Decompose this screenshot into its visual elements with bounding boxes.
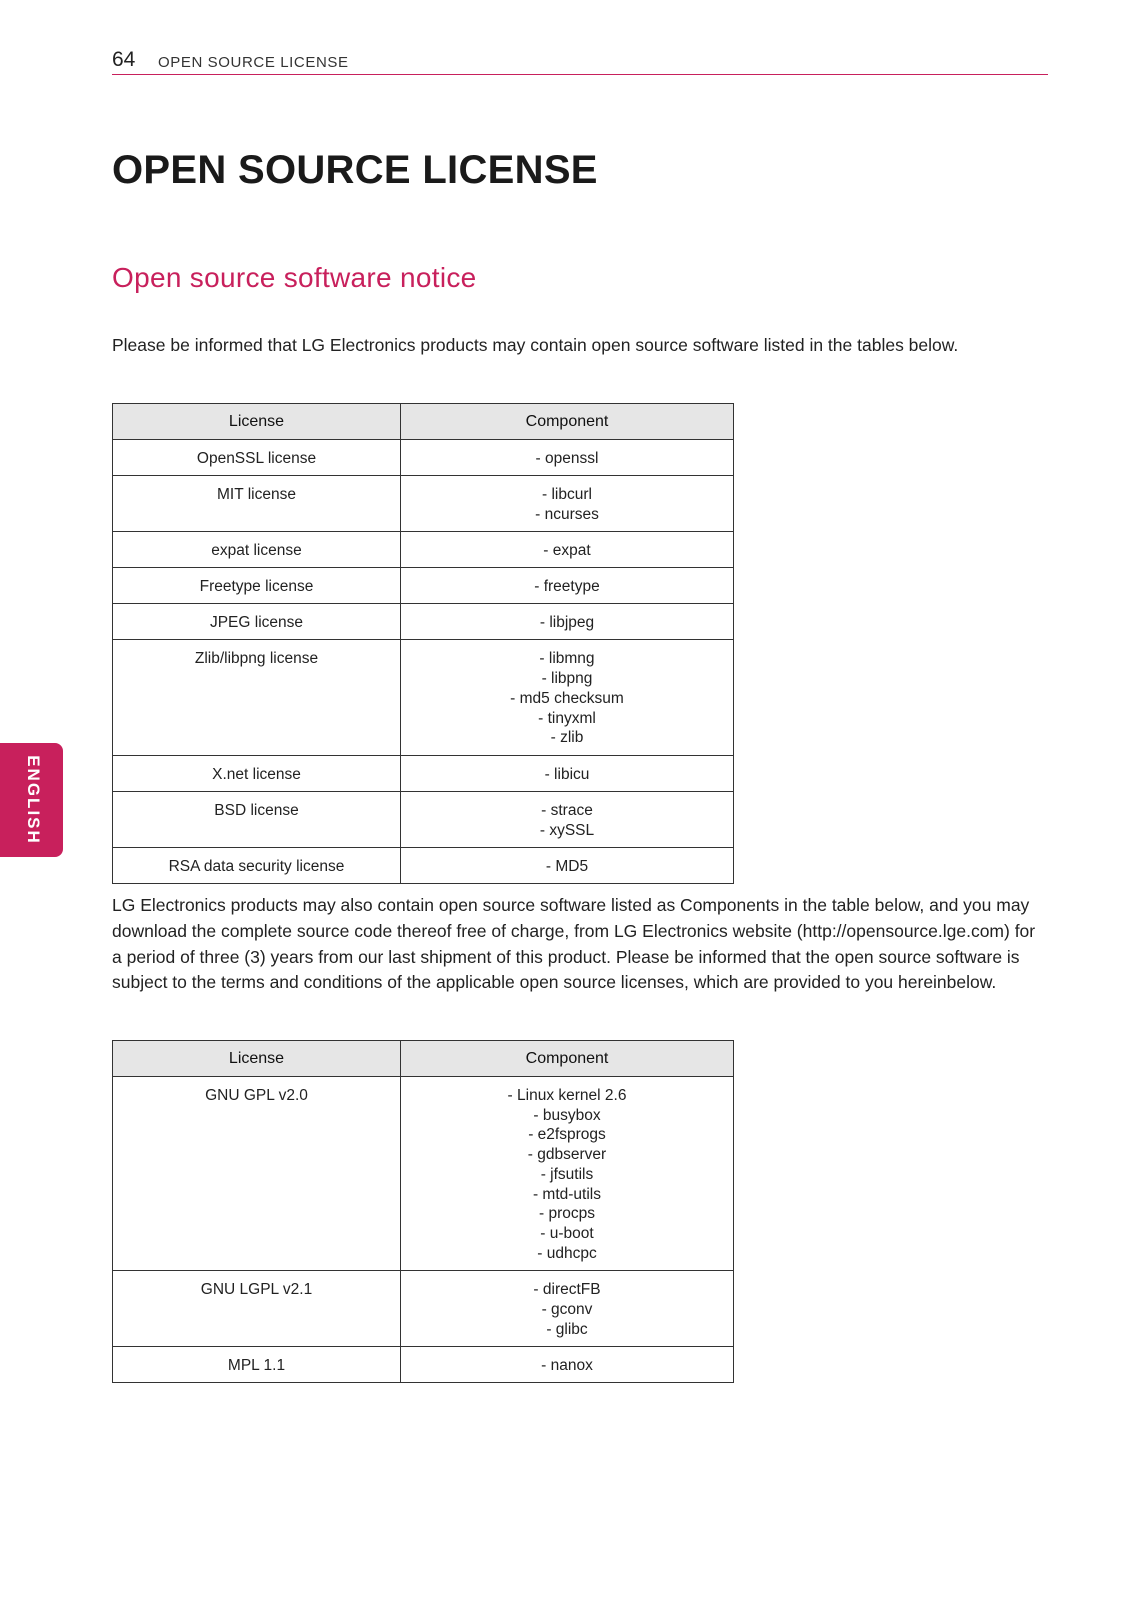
component-item: - gconv bbox=[541, 1301, 593, 1318]
license-cell: JPEG license bbox=[113, 604, 401, 640]
component-item: - glibc bbox=[546, 1320, 588, 1338]
language-tab bbox=[0, 743, 63, 857]
table-header-row bbox=[113, 404, 734, 440]
license-cell: GNU GPL v2.0 bbox=[113, 1077, 401, 1271]
component-cell bbox=[401, 1347, 734, 1383]
component-item: - nanox bbox=[541, 1357, 593, 1375]
component-item: - Linux kernel 2.6 bbox=[507, 1087, 627, 1104]
license-cell: expat license bbox=[113, 532, 401, 568]
component-item: - libmng bbox=[539, 650, 595, 668]
page-title: OPEN SOURCE LICENSE bbox=[112, 148, 598, 192]
component-cell bbox=[401, 476, 734, 532]
component-item: - md5 checksum bbox=[510, 689, 624, 707]
component-item: - busybox bbox=[533, 1106, 601, 1124]
component-cell bbox=[401, 532, 734, 568]
component-item: - freetype bbox=[534, 578, 600, 596]
section-title: Open source software notice bbox=[112, 262, 477, 293]
component-item: - jfsutils bbox=[540, 1165, 594, 1183]
license-cell: BSD license bbox=[113, 791, 401, 847]
table-row bbox=[113, 476, 734, 532]
component-item: - strace bbox=[541, 801, 593, 819]
component-item: - ncurses bbox=[535, 505, 599, 523]
component-item: - gdbserver bbox=[527, 1146, 607, 1164]
component-item: - expat bbox=[543, 542, 591, 560]
component-item: - udhcpc bbox=[537, 1244, 597, 1262]
component-item: - libjpeg bbox=[539, 614, 595, 632]
component-cell bbox=[401, 640, 734, 756]
component-item: - tinyxml bbox=[538, 709, 596, 727]
language-tab-label: ENGLISH bbox=[24, 755, 43, 845]
header-section-label: OPEN SOURCE LICENSE bbox=[158, 54, 349, 71]
column-header-license: License bbox=[113, 1041, 401, 1077]
page-header bbox=[112, 48, 1048, 75]
license-cell: RSA data security license bbox=[113, 848, 401, 884]
table-header-row bbox=[113, 1041, 734, 1077]
license-cell: Freetype license bbox=[113, 568, 401, 604]
page-number: 64 bbox=[112, 48, 136, 71]
intro-paragraph: Please be informed that LG Electronics products may contain open source software listed in the tables below. bbox=[112, 335, 959, 355]
license-cell: GNU LGPL v2.1 bbox=[113, 1271, 401, 1347]
license-cell: MPL 1.1 bbox=[113, 1347, 401, 1383]
column-header-component: Component bbox=[401, 1041, 734, 1077]
component-item: - xySSL bbox=[539, 821, 595, 839]
component-item: - u-boot bbox=[540, 1224, 594, 1242]
download-notice-paragraph: LG Electronics products may also contain open source software listed as Components in the table below, and you may download the complete source code thereof free of charge, from LG Electronics website (http://opensource.lge.com) for a period of three (3) years from our last shipment of this product. Please be informed that the open source software is subject to the terms and conditions of the applicable open source licenses, which are provided to you hereinbelow. bbox=[112, 895, 1036, 993]
license-cell: MIT license bbox=[113, 476, 401, 532]
component-cell bbox=[401, 568, 734, 604]
component-item: - libicu bbox=[544, 765, 590, 783]
component-item: - MD5 bbox=[545, 858, 589, 876]
component-item: - libpng bbox=[541, 670, 593, 688]
table-row bbox=[113, 568, 734, 604]
component-item: - libcurl bbox=[542, 486, 592, 503]
license-cell: Zlib/libpng license bbox=[113, 640, 401, 756]
table-row bbox=[113, 604, 734, 640]
component-item: - directFB bbox=[533, 1281, 601, 1299]
table-row bbox=[113, 532, 734, 568]
column-header-component: Component bbox=[401, 404, 734, 440]
component-item: - e2fsprogs bbox=[528, 1126, 606, 1144]
component-item: - procps bbox=[539, 1205, 595, 1223]
table-row bbox=[113, 755, 734, 791]
component-cell bbox=[401, 440, 734, 476]
component-item: - openssl bbox=[535, 450, 599, 467]
table-row bbox=[113, 1271, 734, 1347]
license-table-2-body bbox=[113, 1077, 734, 1383]
component-item: - zlib bbox=[550, 729, 584, 747]
component-cell bbox=[401, 1271, 734, 1347]
license-cell: X.net license bbox=[113, 755, 401, 791]
component-cell bbox=[401, 604, 734, 640]
table-row bbox=[113, 640, 734, 756]
license-table-1 bbox=[112, 403, 734, 884]
table-row bbox=[113, 791, 734, 847]
component-cell bbox=[401, 791, 734, 847]
column-header-license: License bbox=[113, 404, 401, 440]
component-cell bbox=[401, 755, 734, 791]
license-cell: OpenSSL license bbox=[113, 440, 401, 476]
license-table-2 bbox=[112, 1040, 734, 1383]
component-cell bbox=[401, 848, 734, 884]
table-row bbox=[113, 848, 734, 884]
component-cell bbox=[401, 1077, 734, 1271]
license-table-1-body bbox=[113, 440, 734, 884]
table-row bbox=[113, 1077, 734, 1271]
table-row bbox=[113, 1347, 734, 1383]
table-row bbox=[113, 440, 734, 476]
component-item: - mtd-utils bbox=[532, 1185, 602, 1203]
